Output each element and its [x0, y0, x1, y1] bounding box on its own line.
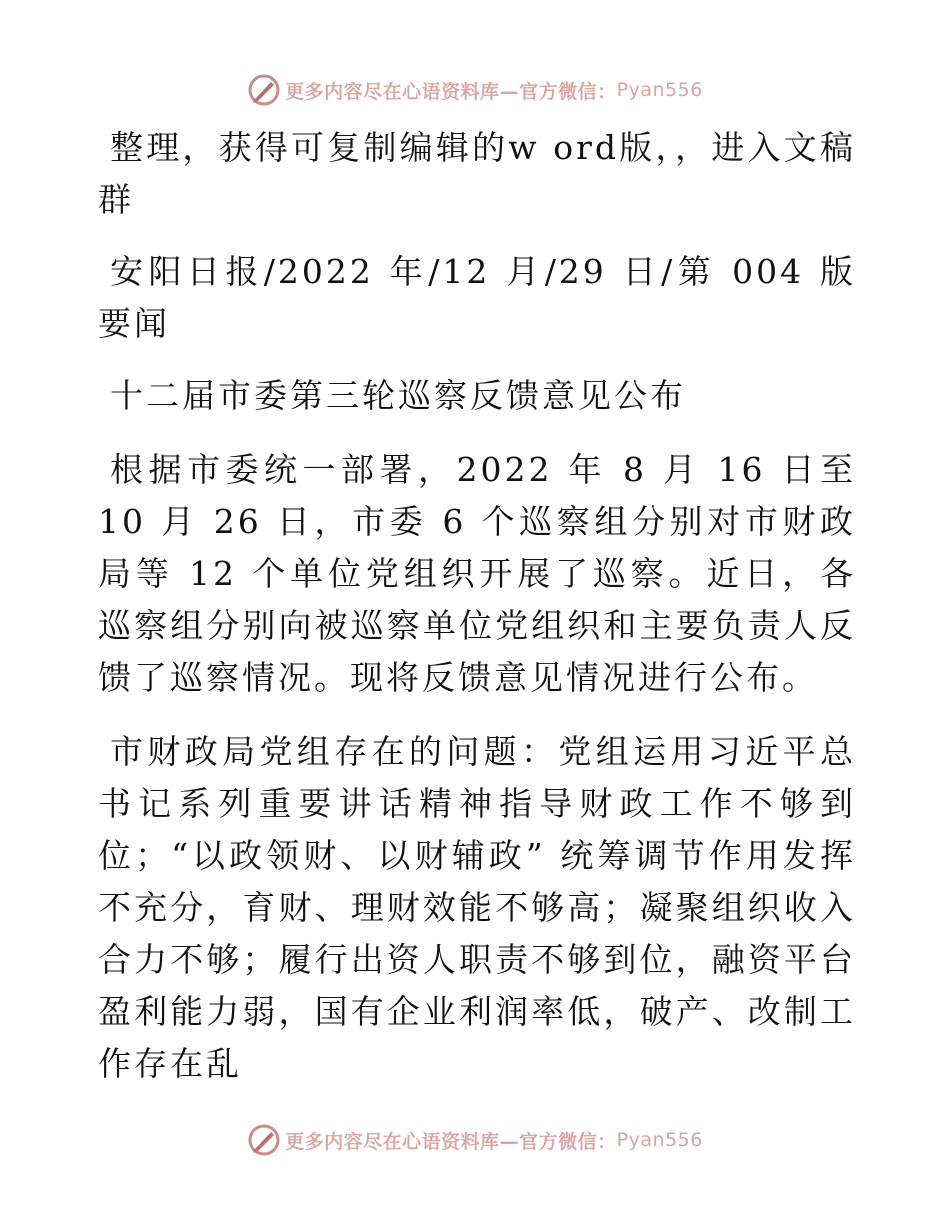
watermark-account: Pyan556	[616, 79, 703, 101]
paragraph-inspection-overview: 根据市委统一部署，2022 年 8 月 16 日至 10 月 26 日，市委 6 个巡察组分别对市财政局等 12 个单位党组织开展了巡察。近日，各巡察组分别向被巡察单位党组织和主要负责人反馈了巡察情况。现将反馈意见情况进行公布。	[98, 450, 856, 697]
pen-logo-icon	[247, 73, 281, 107]
watermark-text: 更多内容尽在心语资料库—官方微信：	[285, 1130, 617, 1153]
header-watermark	[0, 70, 950, 110]
pen-logo-icon	[247, 1123, 281, 1157]
paragraph-finance-bureau-issues: 市财政局党组存在的问题：党组运用习近平总书记系列重要讲话精神指导财政工作不够到位；“以政领财、以财辅政” 统筹调节作用发挥不充分，育财、理财效能不够高；凝聚组织收入合力不够；履行出资人职责不够到位，融资平台盈利能力弱，国有企业利润率低，破产、改制工作存在乱	[98, 732, 856, 1083]
footer-watermark	[0, 1120, 950, 1160]
watermark-text: 更多内容尽在心语资料库—官方微信：	[285, 80, 617, 103]
intro-paragraph: 整理，获得可复制编辑的w ord版，，进入文稿群	[98, 128, 856, 219]
headline: 十二届市委第三轮巡察反馈意见公布	[110, 376, 686, 415]
watermark-account: Pyan556	[616, 1129, 703, 1151]
source-line: 安阳日报/2022 年/12 月/29 日/第 004 版要闻	[98, 252, 856, 343]
document-body	[98, 122, 856, 1090]
